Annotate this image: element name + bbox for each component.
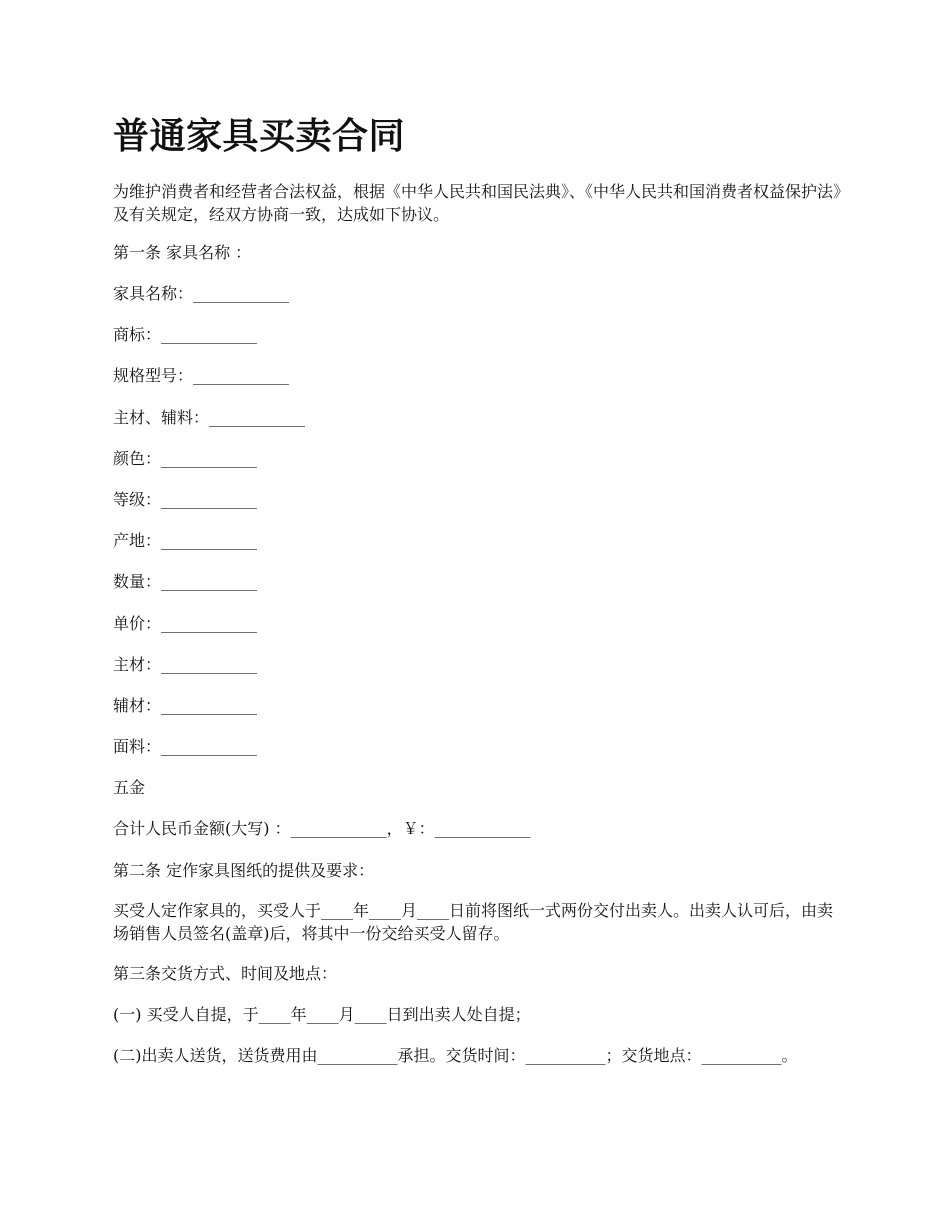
field-quantity: 数量：____________ <box>113 572 258 591</box>
article2-body: 买受人定作家具的，买受人于____年____月____日前将图纸一式两份交付出卖人。出卖人认可后，由卖场销售人员签名(盖章)后，将其中一份交给买受人留存。 <box>113 901 834 943</box>
field-origin: 产地：____________ <box>113 531 258 550</box>
hardware-label: 五金 <box>113 778 146 797</box>
article3-item-2: (二)出卖人送货，送货费用由__________承担。交货时间：__________；交货地点：__________。 <box>113 1046 798 1065</box>
field-furniture-name: 家具名称：____________ <box>113 284 290 303</box>
field-grade: 等级：____________ <box>113 490 258 509</box>
contract-title: 普通家具买卖合同 <box>113 115 406 157</box>
field-color: 颜色：____________ <box>113 449 258 468</box>
field-fabric: 面料：____________ <box>113 737 258 756</box>
field-materials: 主材、辅料：____________ <box>113 408 306 427</box>
article2-heading: 第二条 定作家具图纸的提供及要求： <box>113 861 375 880</box>
field-brand: 商标：____________ <box>113 325 258 344</box>
field-main-material: 主材：____________ <box>113 655 258 674</box>
field-unit-price: 单价：____________ <box>113 614 258 633</box>
article1-heading: 第一条 家具名称 ： <box>113 243 252 262</box>
intro-paragraph: 为维护消费者和经营者合法权益，根据《中华人民共和国民法典》、《中华人民共和国消费者权益保护法》及有关规定，经双方协商一致，达成如下协议。 <box>113 182 842 224</box>
article3-item-1: (一) 买受人自提，于____年____月____日到出卖人处自提； <box>113 1005 531 1024</box>
total-amount: 合计人民币金额(大写) ：____________，￥：____________ <box>113 819 531 838</box>
field-auxiliary-material: 辅材：____________ <box>113 696 258 715</box>
field-model: 规格型号：____________ <box>113 366 290 385</box>
article3-heading: 第三条交货方式、时间及地点： <box>113 964 338 983</box>
